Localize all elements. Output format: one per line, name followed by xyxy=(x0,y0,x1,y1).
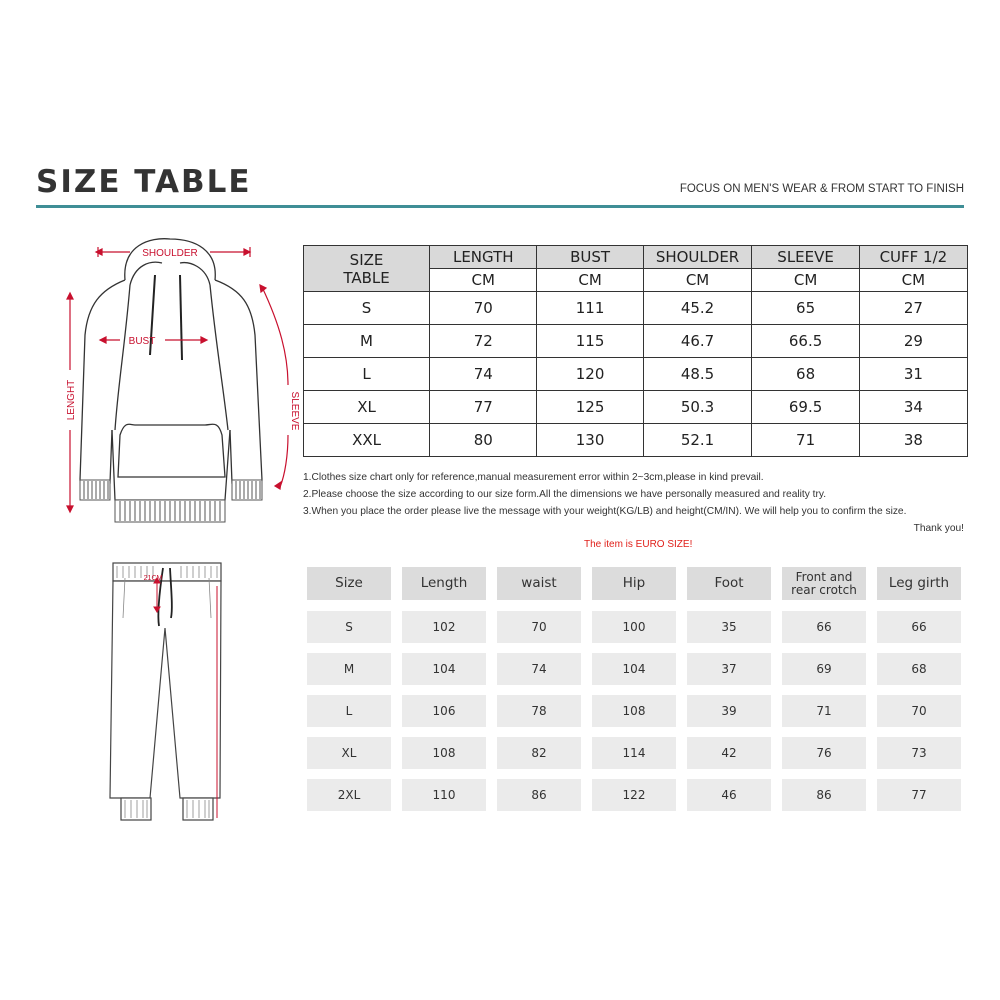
pants-value-cell: 35 xyxy=(687,611,771,643)
pants-value-cell: 86 xyxy=(497,779,581,811)
column-header: SLEEVE xyxy=(752,246,859,269)
tagline: FOCUS ON MEN'S WEAR & FROM START TO FINISH xyxy=(679,183,964,195)
pants-size-cell: S xyxy=(307,611,391,643)
pants-column-header: Front and rear crotch xyxy=(782,567,866,600)
note-line-3: 3.When you place the order please live the message with your weight(KG/LB) and height(CM/IN). We will help you to confirm the size. xyxy=(303,506,907,517)
table-cell: 65 xyxy=(752,292,859,325)
hoodie-size-table xyxy=(303,245,968,457)
table-cell: 48.5 xyxy=(643,358,752,391)
pants-value-cell: 71 xyxy=(782,695,866,727)
unit-cell: CM xyxy=(859,269,967,292)
corner-label-line1: SIZE xyxy=(349,250,384,269)
table-cell: 69.5 xyxy=(752,391,859,424)
table-cell: 31 xyxy=(859,358,967,391)
pants-diagram xyxy=(105,558,230,823)
pants-value-cell: 66 xyxy=(877,611,961,643)
pants-value-cell: 108 xyxy=(402,737,486,769)
table-cell: L xyxy=(304,358,430,391)
shoulder-label: SHOULDER xyxy=(142,248,198,259)
pants-value-cell: 46 xyxy=(687,779,771,811)
pants-value-cell: 70 xyxy=(877,695,961,727)
sleeve-label: SLEEVE xyxy=(289,391,300,431)
pants-column-header: Leg girth xyxy=(877,567,961,600)
table-row xyxy=(304,424,968,457)
page-title: SIZE TABLE xyxy=(36,164,252,200)
unit-cell: CM xyxy=(537,269,643,292)
table-cell: 50.3 xyxy=(643,391,752,424)
table-cell: 111 xyxy=(537,292,643,325)
pants-value-cell: 102 xyxy=(402,611,486,643)
pants-value-cell: 76 xyxy=(782,737,866,769)
table-cell: 46.7 xyxy=(643,325,752,358)
table-row xyxy=(304,292,968,325)
pants-size-cell: L xyxy=(307,695,391,727)
unit-cell: CM xyxy=(430,269,537,292)
table-cell: M xyxy=(304,325,430,358)
table-cell: XXL xyxy=(304,424,430,457)
title-divider xyxy=(36,205,964,208)
table-cell: 77 xyxy=(430,391,537,424)
pants-value-cell: 82 xyxy=(497,737,581,769)
pants-value-cell: 100 xyxy=(592,611,676,643)
pants-column-header: waist xyxy=(497,567,581,600)
table-cell: 130 xyxy=(537,424,643,457)
table-cell: 38 xyxy=(859,424,967,457)
column-header: BUST xyxy=(537,246,643,269)
table-cell: 29 xyxy=(859,325,967,358)
pants-value-cell: 106 xyxy=(402,695,486,727)
hoodie-diagram xyxy=(30,225,310,530)
note-line-1: 1.Clothes size chart only for reference,manual measurement error within 2~3cm,please in kind prevail. xyxy=(303,472,764,483)
table-cell: 66.5 xyxy=(752,325,859,358)
table-cell: 74 xyxy=(430,358,537,391)
table-cell: 71 xyxy=(752,424,859,457)
column-header: SHOULDER xyxy=(643,246,752,269)
pants-column-header: Size xyxy=(307,567,391,600)
pants-size-table xyxy=(307,567,963,817)
table-cell: S xyxy=(304,292,430,325)
table-cell: 68 xyxy=(752,358,859,391)
table-row xyxy=(304,358,968,391)
pants-value-cell: 114 xyxy=(592,737,676,769)
corner-label-line2: TABLE xyxy=(343,268,390,287)
pants-value-cell: 104 xyxy=(592,653,676,685)
pants-value-cell: 70 xyxy=(497,611,581,643)
table-cell: 115 xyxy=(537,325,643,358)
table-row xyxy=(304,391,968,424)
pants-value-cell: 74 xyxy=(497,653,581,685)
pants-size-cell: 2XL xyxy=(307,779,391,811)
table-corner-label xyxy=(304,246,430,292)
note-line-2: 2.Please choose the size according to our size form.All the dimensions we have personally measured and reality try. xyxy=(303,489,827,500)
table-cell: 34 xyxy=(859,391,967,424)
length-label: LENGHT xyxy=(66,379,77,421)
pants-value-cell: 77 xyxy=(877,779,961,811)
table-cell: 72 xyxy=(430,325,537,358)
pants-value-cell: 108 xyxy=(592,695,676,727)
bust-label: BUST xyxy=(128,336,156,347)
pants-value-cell: 69 xyxy=(782,653,866,685)
table-cell: 27 xyxy=(859,292,967,325)
table-cell: 70 xyxy=(430,292,537,325)
pants-value-cell: 39 xyxy=(687,695,771,727)
table-row xyxy=(304,325,968,358)
table-cell: 125 xyxy=(537,391,643,424)
pants-value-cell: 78 xyxy=(497,695,581,727)
pants-value-cell: 42 xyxy=(687,737,771,769)
pants-value-cell: 37 xyxy=(687,653,771,685)
pants-value-cell: 66 xyxy=(782,611,866,643)
table-cell: XL xyxy=(304,391,430,424)
pants-size-cell: XL xyxy=(307,737,391,769)
pants-column-header: Length xyxy=(402,567,486,600)
table-cell: 45.2 xyxy=(643,292,752,325)
pants-column-header: Foot xyxy=(687,567,771,600)
column-header: CUFF 1/2 xyxy=(859,246,967,269)
unit-cell: CM xyxy=(643,269,752,292)
column-header: LENGTH xyxy=(430,246,537,269)
pants-value-cell: 68 xyxy=(877,653,961,685)
pants-value-cell: 86 xyxy=(782,779,866,811)
euro-size-note: The item is EURO SIZE! xyxy=(584,539,693,550)
pants-value-cell: 104 xyxy=(402,653,486,685)
waist-measure-label: 21CM xyxy=(143,575,163,582)
table-cell: 120 xyxy=(537,358,643,391)
pants-size-cell: M xyxy=(307,653,391,685)
table-cell: 52.1 xyxy=(643,424,752,457)
pants-value-cell: 73 xyxy=(877,737,961,769)
pants-column-header: Hip xyxy=(592,567,676,600)
table-cell: 80 xyxy=(430,424,537,457)
pants-value-cell: 122 xyxy=(592,779,676,811)
thank-you-note: Thank you! xyxy=(913,523,964,534)
pants-value-cell: 110 xyxy=(402,779,486,811)
unit-cell: CM xyxy=(752,269,859,292)
